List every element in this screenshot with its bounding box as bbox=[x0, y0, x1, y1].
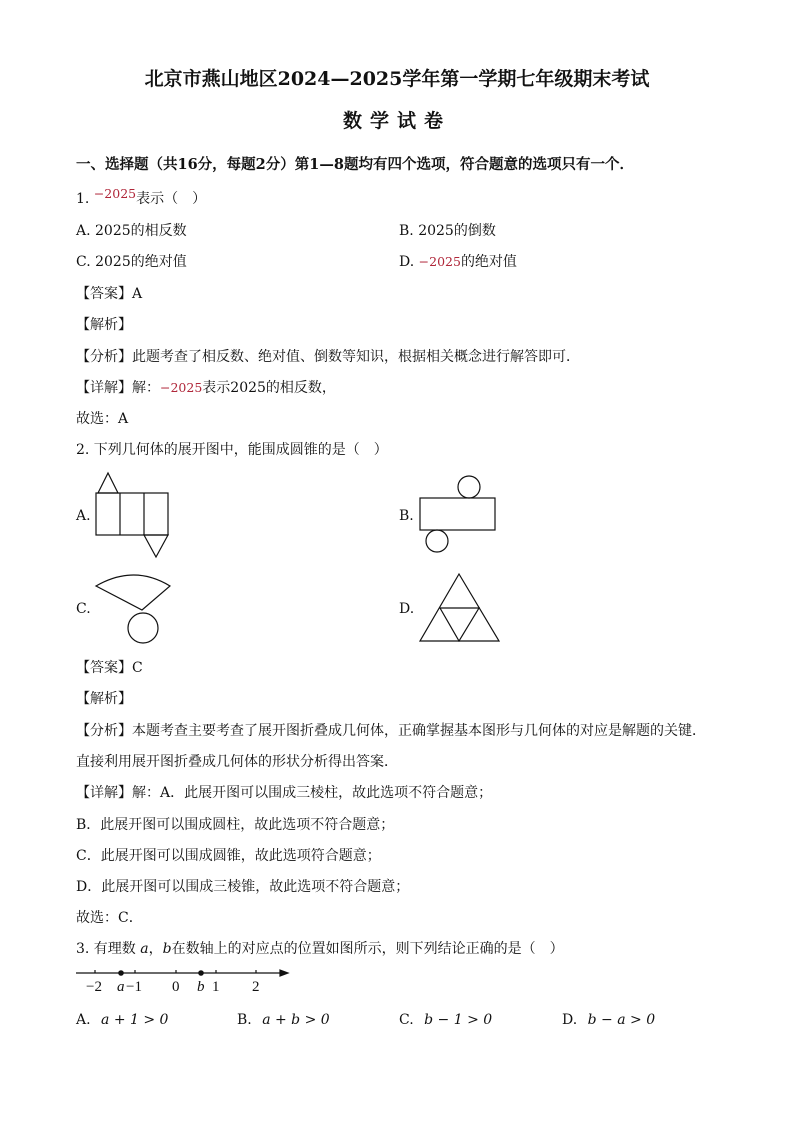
tetra-inner-triangle bbox=[440, 608, 479, 641]
q1-option-d-expr: −2025 bbox=[418, 254, 461, 269]
q2-label-c: C. bbox=[76, 601, 91, 617]
q2-figure-d-tetrahedron-net bbox=[418, 572, 504, 644]
q3-option-c-expr: b − 1 > 0 bbox=[424, 1012, 493, 1028]
q1-option-a: A. 2025的相反数 bbox=[76, 223, 187, 239]
prism-top-triangle bbox=[98, 473, 118, 493]
q3-option-b-expr: a + b > 0 bbox=[262, 1012, 330, 1028]
q2-label-b: B. bbox=[399, 508, 414, 524]
section-heading: 一、选择题（共16分，每题2分）第1—8题均有四个选项，符合题意的选项只有一个． bbox=[76, 156, 634, 173]
q3-option-b bbox=[237, 1012, 330, 1028]
q1-option-b: B. 2025的倒数 bbox=[399, 223, 496, 239]
q3-option-a bbox=[76, 1012, 168, 1028]
cylinder-bottom-circle bbox=[426, 530, 448, 552]
q1-option-d-label: D. bbox=[399, 254, 415, 270]
q1-fenxi: 【分析】此题考查了相反数、绝对值、倒数等知识，根据相关概念进行解答即可． bbox=[76, 349, 580, 365]
q3-var-b: b bbox=[162, 941, 172, 957]
prism-bottom-triangle bbox=[144, 535, 168, 557]
q2-figure-c-cone-net bbox=[94, 572, 174, 646]
label-minus-2: −2 bbox=[86, 979, 102, 995]
q3-number-line bbox=[76, 962, 292, 996]
q1-stem-text: 表示（ ） bbox=[136, 191, 207, 207]
q2-fenxi-1: 【分析】本题考查主要考查了展开图折叠成几何体，正确掌握基本图形与几何体的对应是解题的关键． bbox=[76, 723, 706, 739]
q1-xiangjie-pre: 【详解】解： bbox=[76, 380, 160, 396]
label-0: 0 bbox=[172, 979, 180, 995]
cylinder-side-rect bbox=[420, 498, 495, 530]
q1-option-c: C. 2025的绝对值 bbox=[76, 254, 187, 270]
q1-answer: 【答案】A bbox=[76, 286, 143, 302]
q2-label-d: D. bbox=[399, 601, 415, 617]
q2-figure-b-cylinder-net bbox=[418, 474, 500, 556]
label-minus-1: −1 bbox=[126, 979, 142, 995]
q1-xiangjie-expr: −2025 bbox=[160, 380, 203, 395]
q3-option-c-label: C. bbox=[399, 1012, 414, 1028]
q1-option-d bbox=[399, 251, 517, 271]
q3-stem-pre: 3. 有理数 bbox=[76, 941, 136, 957]
q2-detail-b: B．此展开图可以围成圆柱，故此选项不符合题意； bbox=[76, 817, 395, 833]
q3-option-a-expr: a + 1 > 0 bbox=[101, 1012, 169, 1028]
q2-detail-d: D．此展开图可以围成三棱锥，故此选项不符合题意； bbox=[76, 879, 410, 895]
number-line-arrow bbox=[280, 970, 288, 976]
q2-figure-a-prism-net bbox=[94, 471, 174, 559]
label-b: b bbox=[197, 979, 205, 995]
q3-comma: ， bbox=[148, 941, 163, 957]
q3-option-d-expr: b − a > 0 bbox=[587, 1012, 656, 1028]
label-1: 1 bbox=[212, 979, 220, 995]
q3-option-a-label: A. bbox=[76, 1012, 91, 1028]
point-a bbox=[119, 971, 123, 975]
label-a: a bbox=[117, 979, 125, 995]
q1-xiangjie-post: 表示2025的相反数， bbox=[202, 380, 336, 396]
q1-guxuan: 故选：A bbox=[76, 411, 129, 427]
q2-xiangjie: 【详解】解：A．此展开图可以围成三棱柱，故此选项不符合题意； bbox=[76, 785, 493, 801]
q2-stem: 2. 下列几何体的展开图中，能围成圆锥的是（ ） bbox=[76, 442, 388, 458]
q2-detail-c: C．此展开图可以围成圆锥，故此选项符合题意； bbox=[76, 848, 381, 864]
q1-option-d-text: 的绝对值 bbox=[460, 254, 517, 270]
q3-option-d-label: D. bbox=[562, 1012, 578, 1028]
q1-expr: −2025 bbox=[93, 186, 137, 201]
q3-var-a: a bbox=[140, 941, 149, 957]
cone-sector bbox=[96, 575, 170, 610]
q3-stem bbox=[76, 938, 564, 958]
q3-stem-post: 在数轴上的对应点的位置如图所示，则下列结论正确的是（ ） bbox=[171, 941, 564, 957]
q1-stem bbox=[76, 188, 206, 208]
q2-label-a: A. bbox=[76, 508, 91, 524]
q2-answer: 【答案】C bbox=[76, 660, 143, 676]
point-b bbox=[199, 971, 203, 975]
label-2: 2 bbox=[252, 979, 260, 995]
cone-base-circle bbox=[128, 613, 158, 643]
q3-option-d bbox=[562, 1012, 655, 1028]
prism-rect-strip bbox=[96, 493, 168, 535]
cylinder-top-circle bbox=[458, 476, 480, 498]
q3-option-b-label: B. bbox=[237, 1012, 252, 1028]
q1-jiexi: 【解析】 bbox=[76, 317, 132, 333]
q2-fenxi-2: 直接利用展开图折叠成几何体的形状分析得出答案． bbox=[76, 754, 398, 770]
page-title: 北京市燕山地区2024—2025学年第一学期七年级期末考试 bbox=[144, 68, 650, 90]
q2-guxuan: 故选：C． bbox=[76, 910, 143, 926]
q1-number: 1. bbox=[76, 191, 90, 207]
q3-option-c bbox=[399, 1012, 492, 1028]
q2-jiexi: 【解析】 bbox=[76, 691, 132, 707]
page-subtitle: 数学试卷 bbox=[342, 110, 451, 132]
q1-xiangjie bbox=[76, 377, 336, 397]
